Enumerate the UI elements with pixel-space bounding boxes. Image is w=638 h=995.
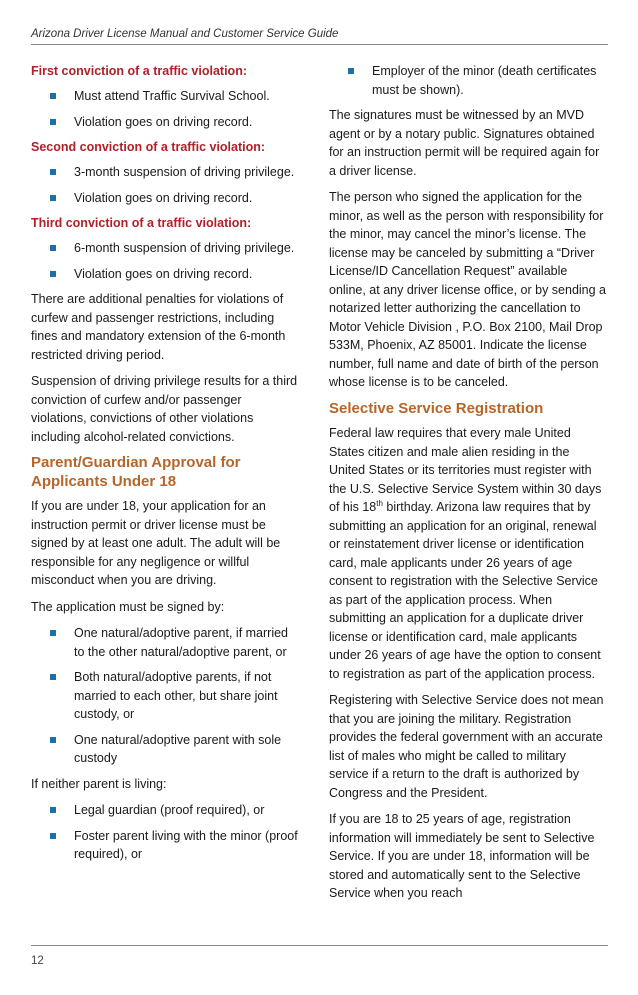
square-bullet-icon [50,245,56,251]
signers-list [31,624,299,768]
neither-parent-paragraph: If neither parent is living: [31,776,167,791]
federal-law-paragraph: Federal law requires that every male United States citizen and male alien residing in the United States or its territories must register with the U.S. Selective Service System within 30 days of his 18th birthday. Arizona law requires that by submitting an application for an original, renewal or reinstatement driver license or identification card, male applicants under 26 years of age consent to registration with the Selective Service as part of the application process. When submitting an application for a duplicate driver license or identification card, male applicants under 26 years of age have the option to consent to registration as part of the application process. [329,426,602,681]
footer-divider [31,945,608,946]
square-bullet-icon [50,119,56,125]
right-column [329,62,607,911]
registering-paragraph: Registering with Selective Service does not mean that you are joining the military. Registration provides the federal government with an accurate list of males who might be called to military service if a return to the draft is authorized by Congress and the President. [329,693,604,800]
signed-by-paragraph: The application must be signed by: [31,599,225,614]
age-paragraph: If you are 18 to 25 years of age, registration information will immediately be sent to Selective Service. If you are under 18, information will be stored and automatically sent to the Selective Service when you reach [329,812,595,900]
list-item: 6-month suspension of driving privilege. [31,239,299,258]
square-bullet-icon [348,68,354,74]
list-item: Legal guardian (proof required), or [31,801,299,820]
header-divider [31,44,608,45]
list-item: 3-month suspension of driving privilege. [31,163,299,182]
square-bullet-icon [50,195,56,201]
square-bullet-icon [50,833,56,839]
parent-guardian-heading: Parent/Guardian Approval for Applicants Under 18 [31,454,241,490]
third-conviction-heading: Third conviction of a traffic violation: [31,216,252,230]
third-conviction-list [31,239,299,283]
witnessed-paragraph: The signatures must be witnessed by an MVD agent or by a notary public. Signatures obtained for an instruction permit will be required again for a driver license. [329,108,600,178]
running-header: Arizona Driver License Manual and Customer Service Guide [31,28,339,40]
list-item: Foster parent living with the minor (proof required), or [31,827,299,864]
list-item: One natural/adoptive parent, if married to the other natural/adoptive parent, or [31,624,299,661]
square-bullet-icon [50,169,56,175]
list-item: One natural/adoptive parent with sole custody [31,731,299,768]
list-item: Violation goes on driving record. [31,189,299,208]
list-item: Must attend Traffic Survival School. [31,87,299,106]
square-bullet-icon [50,271,56,277]
neither-parent-list [31,801,299,864]
square-bullet-icon [50,737,56,743]
square-bullet-icon [50,807,56,813]
penalties-paragraph: There are additional penalties for violations of curfew and passenger restrictions, including fines and mandatory extension of the 6-month restricted driving period. [31,292,286,362]
first-conviction-list [31,87,299,131]
under18-paragraph: If you are under 18, your application for an instruction permit or driver license must be signed by at least one adult. The adult will be responsible for any negligence or willful misconduct when you are driving. [31,499,281,587]
square-bullet-icon [50,630,56,636]
left-column [31,62,299,871]
second-conviction-heading: Second conviction of a traffic violation: [31,140,266,154]
selective-service-heading: Selective Service Registration [329,399,544,417]
suspension-paragraph: Suspension of driving privilege results for a third conviction of curfew and/or passenger violations, convictions of other violations including alcohol-related convictions. [31,374,298,444]
list-item: Employer of the minor (death certificates must be shown). [329,62,607,99]
second-conviction-list [31,163,299,207]
cancel-license-paragraph: The person who signed the application for the minor, as well as the person with responsibility for the minor, may cancel the minor’s license. The license may be canceled by submitting a “Driver License/ID Cancellation Request” available online, at any driver license office, or by sending a notarized letter authorizing the cancellation to Motor Vehicle Division , P.O. Box 2100, Mail Drop 533M, Phoenix, AZ 85001. Indicate the license number, full name and date of birth of the person whose license is to be canceled. [329,190,607,389]
list-item: Violation goes on driving record. [31,113,299,132]
list-item: Both natural/adoptive parents, if not married to each other, but share joint custody, or [31,668,299,724]
employer-list [329,62,607,99]
first-conviction-heading: First conviction of a traffic violation: [31,64,247,78]
square-bullet-icon [50,674,56,680]
page-number: 12 [31,955,44,967]
square-bullet-icon [50,93,56,99]
list-item: Violation goes on driving record. [31,265,299,284]
